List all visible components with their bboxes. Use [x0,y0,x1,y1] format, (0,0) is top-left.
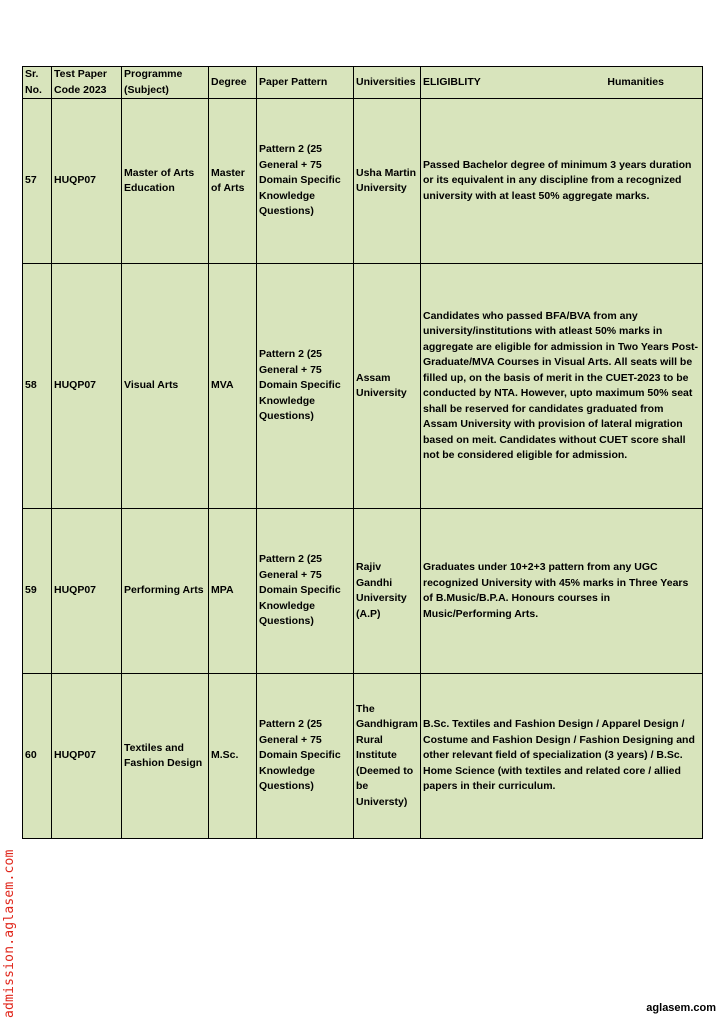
cell-paper-pattern: Pattern 2 (25 General + 75 Domain Specific Knowledge Questions) [257,674,354,839]
cell-university: Assam University [354,264,421,509]
cell-test-paper-code: HUQP07 [52,509,122,674]
cell-test-paper-code: HUQP07 [52,674,122,839]
cell-eligibility: Graduates under 10+2+3 pattern from any UGC recognized University with 45% marks in Three Years of B.Music/B.P.A. Honours courses in Music/Performing Arts. [421,509,703,674]
cell-university: Usha Martin University [354,99,421,264]
cell-paper-pattern: Pattern 2 (25 General + 75 Domain Specific Knowledge Questions) [257,264,354,509]
cell-eligibility: Candidates who passed BFA/BVA from any university/institutions with atleast 50% marks in aggregate are eligible for admission in Two Years Post-Graduate/MVA Courses in Visual Arts. All seats will be filled up, on the basis of merit in the CUET-2023 to be conducted by NTA. However, upto maximum 50% seat shall be reserved for candidates graduated from Assam University with provision of lateral migration based on meit. Candidates without CUET score shall not be considered eligible for admission. [421,264,703,509]
header-sr-no: Sr. No. [23,67,52,99]
cell-eligibility: Passed Bachelor degree of minimum 3 years duration or its equivalent in any discipline from a recognized university with at least 50% aggregate marks. [421,99,703,264]
cell-programme: Visual Arts [122,264,209,509]
table-row [23,509,703,674]
cell-test-paper-code: HUQP07 [52,99,122,264]
table-row [23,674,703,839]
footer-brand: aglasem.com [646,1002,716,1014]
cell-degree: M.Sc. [209,674,257,839]
domain-label: Humanities [607,75,664,88]
cell-university: Rajiv Gandhi University (A.P) [354,509,421,674]
cell-sr-no: 59 [23,509,52,674]
cell-degree: MPA [209,509,257,674]
table-row [23,99,703,264]
header-test-paper-code: Test Paper Code 2023 [52,67,122,99]
cell-sr-no: 58 [23,264,52,509]
cell-programme: Performing Arts [122,509,209,674]
header-programme: Programme (Subject) [122,67,209,99]
header-row [23,67,703,99]
cell-paper-pattern: Pattern 2 (25 General + 75 Domain Specific Knowledge Questions) [257,99,354,264]
watermark-url: admission.aglasem.com [2,849,17,1018]
header-paper-pattern: Paper Pattern [257,67,354,99]
eligibility-table [22,66,703,839]
cell-sr-no: 57 [23,99,52,264]
cell-paper-pattern: Pattern 2 (25 General + 75 Domain Specific Knowledge Questions) [257,509,354,674]
cell-university: The Gandhigram Rural Institute (Deemed to be Universty) [354,674,421,839]
cell-programme: Master of Arts Education [122,99,209,264]
cell-sr-no: 60 [23,674,52,839]
cell-test-paper-code: HUQP07 [52,264,122,509]
table-row [23,264,703,509]
header-eligibility [421,67,703,99]
header-universities: Universities [354,67,421,99]
eligibility-label: ELIGIBLITY [423,75,481,88]
cell-degree: MVA [209,264,257,509]
cell-degree: Master of Arts [209,99,257,264]
header-degree: Degree [209,67,257,99]
cell-eligibility: B.Sc. Textiles and Fashion Design / Apparel Design / Costume and Fashion Design / Fashion Designing and other relevant field of specialization (3 years) / B.Sc. Home Science (with textiles and related core / allied papers in their curriculum. [421,674,703,839]
cell-programme: Textiles and Fashion Design [122,674,209,839]
